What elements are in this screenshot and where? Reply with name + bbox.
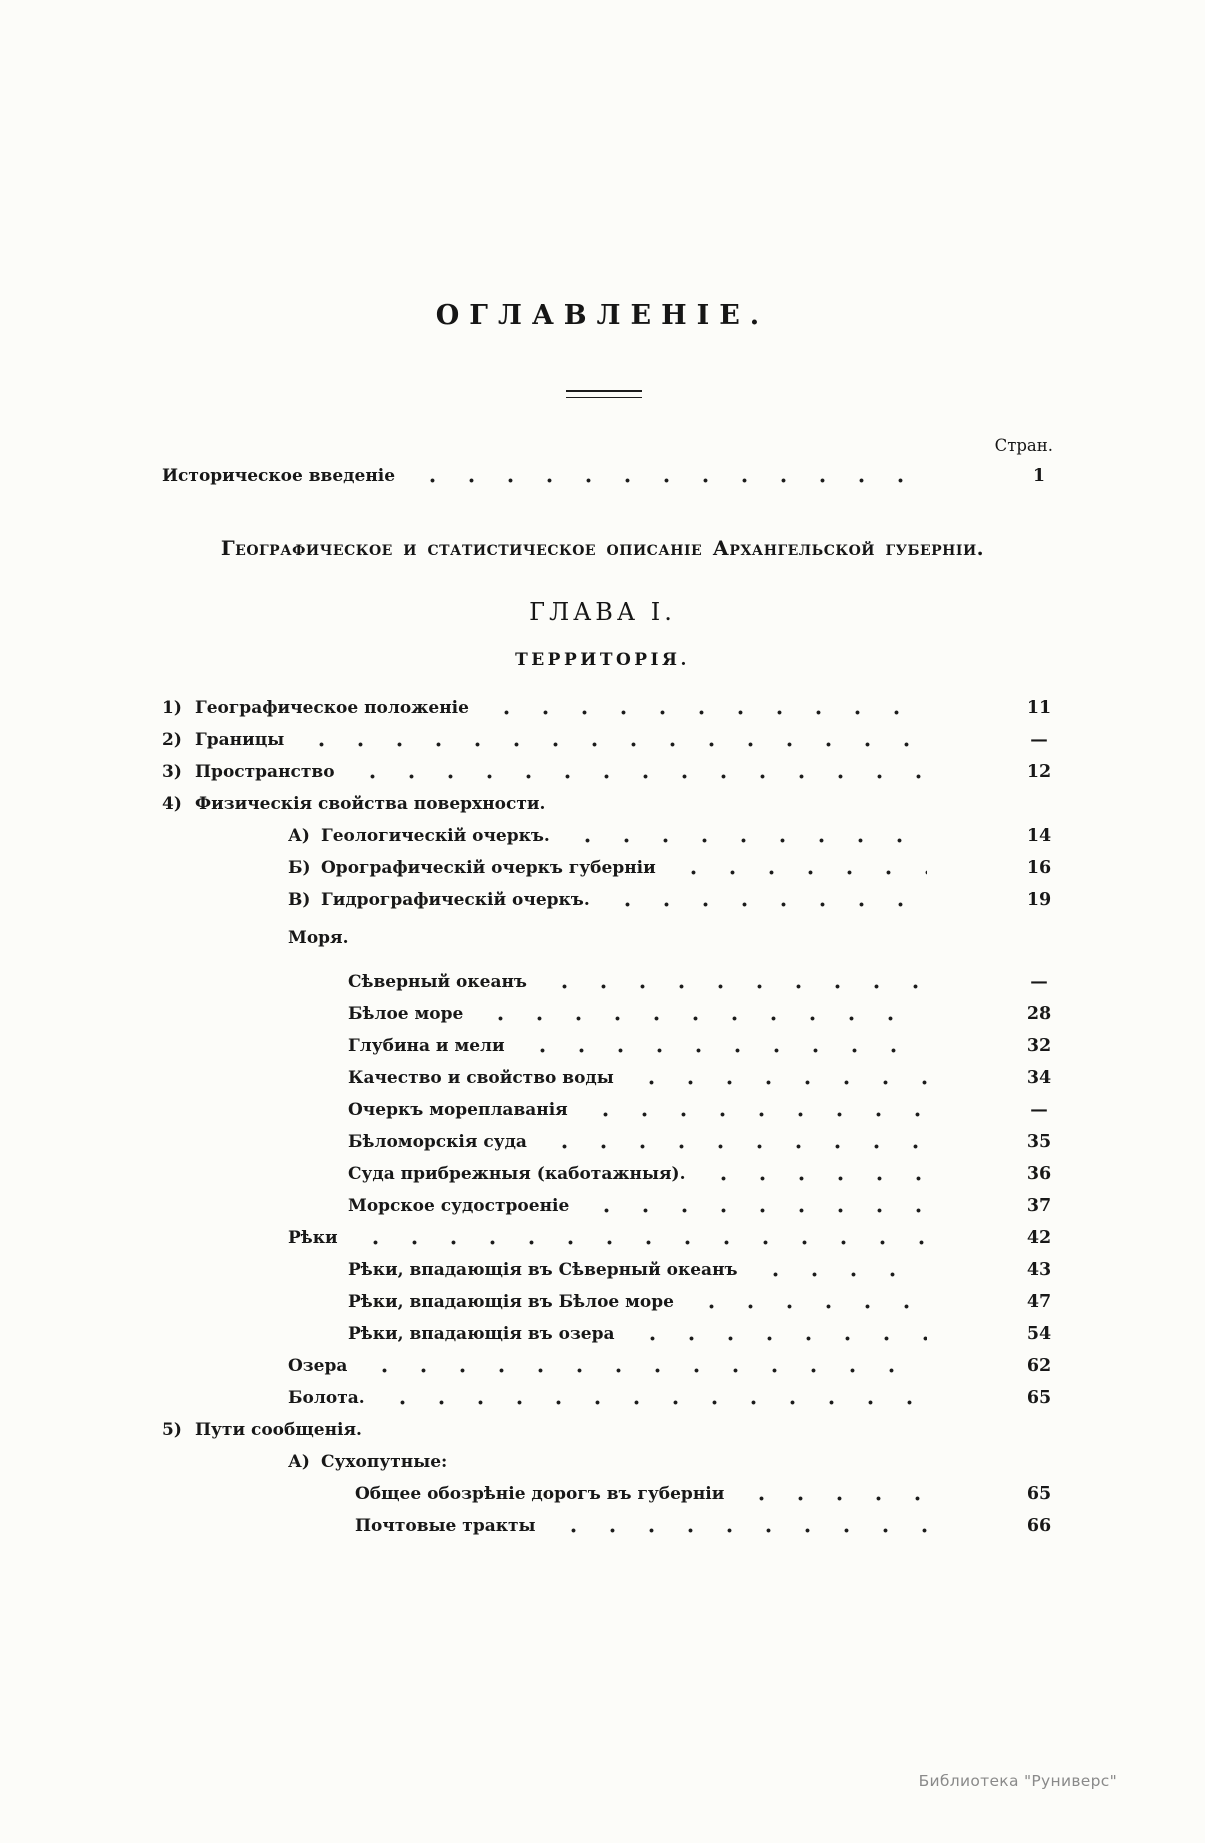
dot-leader: [411, 478, 927, 483]
toc-row: [148, 756, 1065, 788]
toc-entry-page: 35: [1026, 1132, 1052, 1152]
dot-leader: [702, 1176, 927, 1181]
toc-row: [148, 1318, 1065, 1350]
dot-leader: [521, 1048, 927, 1053]
toc-row: [148, 922, 1065, 954]
toc-entry-page: 16: [1026, 858, 1052, 878]
toc-entry-title: Рѣки, впадающія въ озера: [348, 1324, 615, 1344]
toc-entry-number: 2): [162, 730, 182, 750]
dot-leader: [566, 838, 927, 843]
dot-leader: [485, 710, 927, 715]
toc-row: [148, 820, 1065, 852]
dot-leader: [381, 1400, 927, 1405]
toc-row: [148, 1190, 1065, 1222]
dot-leader: [606, 902, 927, 907]
dot-leader: [672, 870, 927, 875]
dot-leader: [585, 1208, 927, 1213]
toc-row: [148, 1414, 1065, 1446]
dot-leader: [354, 1240, 927, 1245]
toc-row: [148, 724, 1065, 756]
toc-entry-title: Пространство: [195, 762, 335, 782]
toc-entry-title: Качество и свойство воды: [348, 1068, 614, 1088]
toc-entry-number: 1): [162, 698, 182, 718]
toc-row: [148, 966, 1065, 998]
toc-entry-number: 4): [162, 794, 182, 814]
intro-entry: [148, 460, 1065, 492]
toc-row: [148, 1286, 1065, 1318]
toc-entry-title: Озера: [288, 1356, 348, 1376]
title-divider-rule: [566, 390, 642, 398]
toc-row: [148, 852, 1065, 884]
dot-leader: [351, 774, 927, 779]
toc-entry-title: Бѣлое море: [348, 1004, 464, 1024]
toc-entry-title: Орографическій очеркъ губерніи: [321, 858, 656, 878]
toc-entry-title: Пути сообщенія.: [195, 1420, 362, 1440]
toc-entry-number: 3): [162, 762, 182, 782]
toc-entry-title: Морское судостроеніе: [348, 1196, 570, 1216]
dot-leader: [300, 742, 927, 747]
toc-entry-page: 47: [1026, 1292, 1052, 1312]
toc-entry-page: 19: [1026, 890, 1052, 910]
toc-entry-page: 37: [1026, 1196, 1052, 1216]
toc-entry-number: В): [288, 890, 311, 910]
toc-row: [148, 998, 1065, 1030]
toc-entry-page: 43: [1026, 1260, 1052, 1280]
toc-entry-title: Рѣки: [288, 1228, 338, 1248]
dot-leader: [479, 1016, 927, 1021]
section-heading: Географическое и статистическое описаніе Архангельской губерніи.: [220, 536, 985, 560]
dot-leader: [584, 1112, 927, 1117]
toc-entry-title: Сухопутные:: [321, 1452, 448, 1472]
dot-leader: [740, 1496, 927, 1501]
chapter-subtitle: ТЕРРИТОРІЯ.: [515, 650, 690, 670]
page-column-header: Стран.: [994, 436, 1053, 455]
toc-list: [148, 692, 1065, 1542]
toc-entry-page: 62: [1026, 1356, 1052, 1376]
chapter-heading: ГЛАВА I.: [529, 598, 676, 626]
toc-entry-page: —: [1030, 1100, 1048, 1120]
toc-entry-title: Бѣломорскія суда: [348, 1132, 527, 1152]
toc-row: [148, 788, 1065, 820]
toc-entry-title: Глубина и мели: [348, 1036, 505, 1056]
toc-row: [148, 1510, 1065, 1542]
toc-entry-title: Общее обозрѣніе дорогъ въ губерніи: [355, 1484, 725, 1504]
toc-row: [148, 1062, 1065, 1094]
toc-row: [148, 1446, 1065, 1478]
dot-leader: [363, 1368, 927, 1373]
toc-entry-number: А): [288, 826, 310, 846]
dot-leader: [631, 1336, 927, 1341]
toc-entry-title: Моря.: [288, 928, 349, 948]
toc-row: [148, 1382, 1065, 1414]
toc-entry-page: —: [1030, 730, 1048, 750]
toc-entry-page: 14: [1026, 826, 1052, 846]
toc-entry-page: 36: [1026, 1164, 1052, 1184]
toc-entry-title: Сѣверный океанъ: [348, 972, 527, 992]
library-watermark: Библиотека "Руниверс": [918, 1772, 1117, 1790]
toc-entry-number: 5): [162, 1420, 182, 1440]
toc-row: [148, 1254, 1065, 1286]
dot-leader: [630, 1080, 927, 1085]
dot-leader: [690, 1304, 927, 1309]
page-title: ОГЛАВЛЕНІЕ.: [435, 300, 770, 331]
toc-entry-title: Границы: [195, 730, 285, 750]
toc-row: [148, 1222, 1065, 1254]
toc-entry-title: Суда прибрежныя (каботажныя).: [348, 1164, 686, 1184]
toc-entry-title: Болота.: [288, 1388, 365, 1408]
toc-row: [148, 884, 1065, 916]
toc-entry-page: —: [1030, 972, 1048, 992]
toc-row: [148, 460, 1065, 492]
toc-entry-page: 28: [1026, 1004, 1052, 1024]
toc-entry-title: Очеркъ мореплаванія: [348, 1100, 568, 1120]
toc-row: [148, 1030, 1065, 1062]
toc-entry-number: А): [288, 1452, 310, 1472]
dot-leader: [543, 984, 927, 989]
toc-entry-title: Историческое введеніе: [162, 466, 396, 486]
toc-entry-page: 54: [1026, 1324, 1052, 1344]
toc-entry-number: Б): [288, 858, 311, 878]
toc-entry-page: 66: [1026, 1516, 1052, 1536]
toc-entry-page: 65: [1026, 1484, 1052, 1504]
toc-row: [148, 1478, 1065, 1510]
toc-entry-title: Рѣки, впадающія въ Бѣлое море: [348, 1292, 674, 1312]
toc-row: [148, 1126, 1065, 1158]
dot-leader: [754, 1272, 927, 1277]
toc-entry-title: Почтовые тракты: [355, 1516, 536, 1536]
toc-entry-page: 12: [1026, 762, 1052, 782]
toc-entry-title: Гидрографическій очеркъ.: [321, 890, 590, 910]
toc-entry-page: 11: [1026, 698, 1052, 718]
dot-leader: [543, 1144, 927, 1149]
dot-leader: [552, 1528, 927, 1533]
toc-row: [148, 1350, 1065, 1382]
toc-entry-title: Рѣки, впадающія въ Сѣверный океанъ: [348, 1260, 738, 1280]
toc-row: [148, 692, 1065, 724]
toc-row: [148, 1158, 1065, 1190]
toc-entry-page: 1: [1032, 466, 1046, 486]
toc-entry-title: Географическое положеніе: [195, 698, 469, 718]
toc-entry-title: Геологическій очеркъ.: [321, 826, 550, 846]
toc-entry-page: 65: [1026, 1388, 1052, 1408]
toc-entry-page: 42: [1026, 1228, 1052, 1248]
toc-entry-page: 32: [1026, 1036, 1052, 1056]
toc-entry-page: 34: [1026, 1068, 1052, 1088]
toc-row: [148, 1094, 1065, 1126]
toc-entry-title: Физическія свойства поверхности.: [195, 794, 546, 814]
